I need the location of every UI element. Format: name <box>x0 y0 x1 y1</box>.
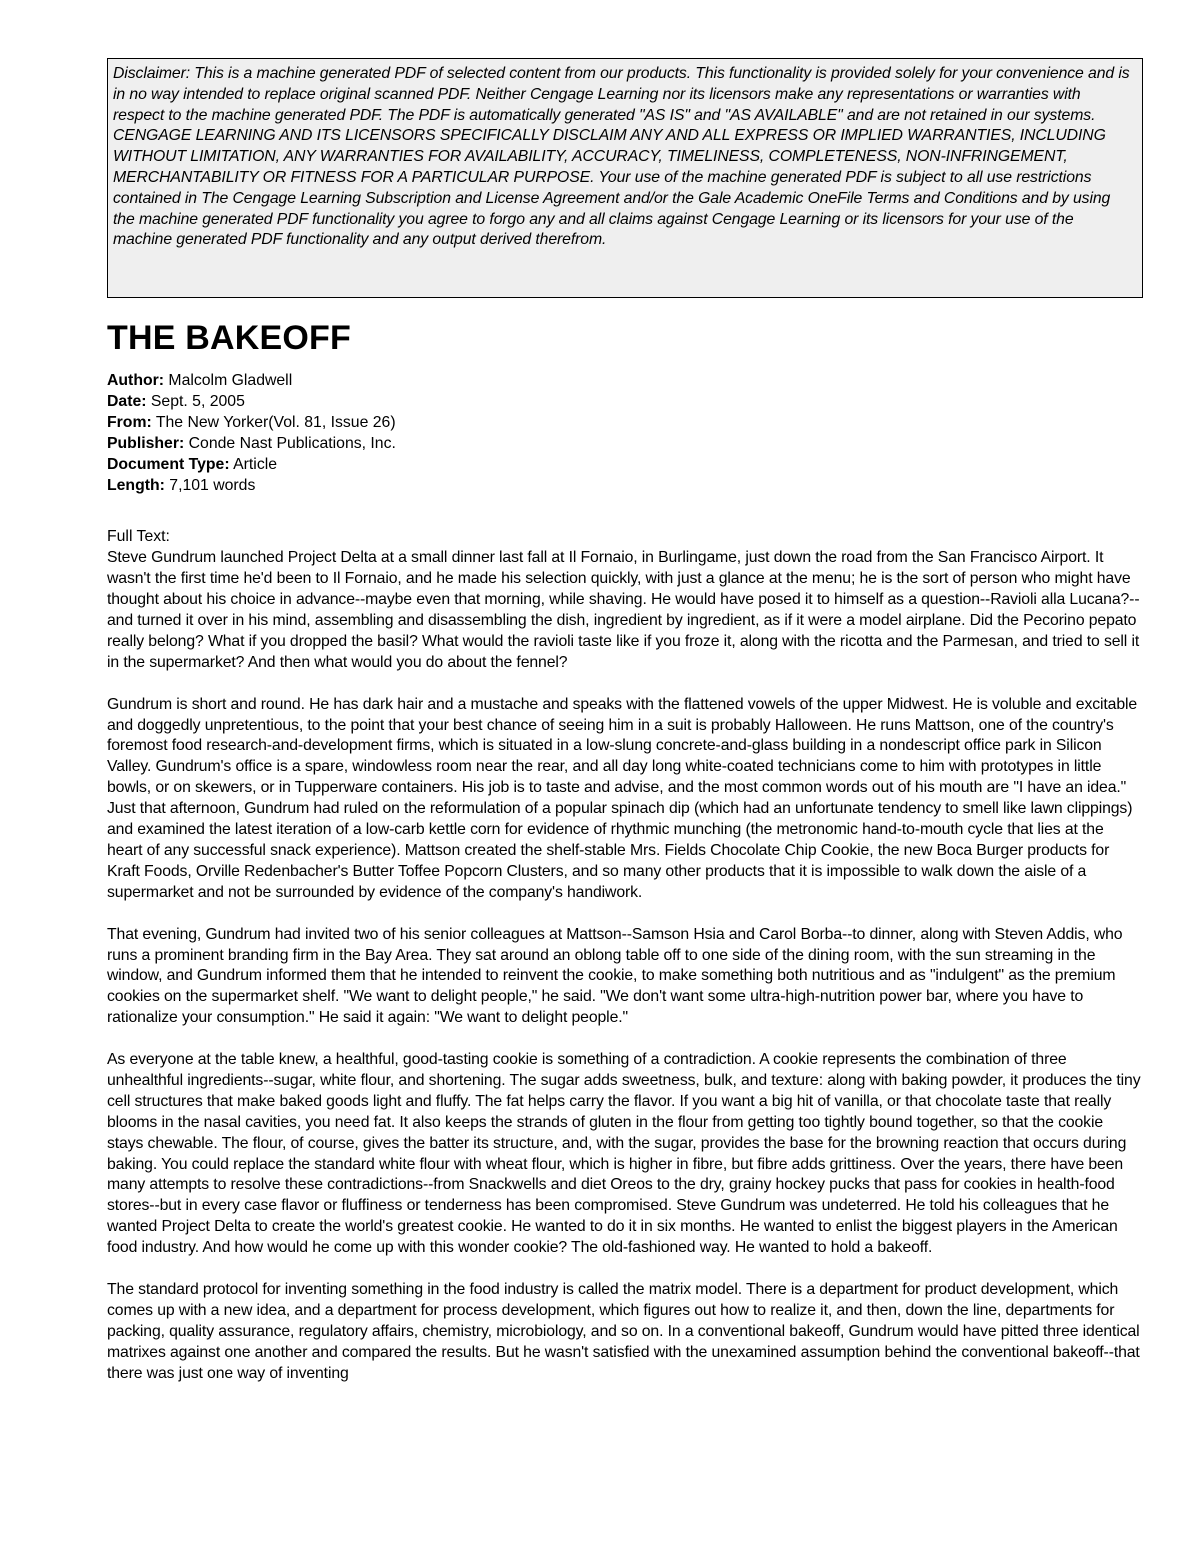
meta-author <box>107 371 1143 392</box>
meta-date <box>107 392 1143 413</box>
article-paragraph: That evening, Gundrum had invited two of his senior colleagues at Mattson--Samson Hsia and Carol Borba--to dinner, along with Steven Addis, who runs a prominent branding firm in the Bay Area. They sat around an oblong table off to one side of the dining room, with the sun streaming in the window, and Gundrum informed them that he intended to reinvent the cookie, to make something both nutritious and as "indulgent" as the premium cookies on the supermarket shelf. "We want to delight people," he said. "We don't want some ultra-high-nutrition power bar, where you have to rationalize your consumption." He said it again: "We want to delight people." <box>107 925 1123 1027</box>
article-body <box>107 548 1143 1384</box>
meta-from <box>107 413 1143 434</box>
meta-document-type-label: Document Type: <box>107 455 230 473</box>
meta-publisher-label: Publisher: <box>107 434 185 452</box>
disclaimer-box <box>107 58 1143 298</box>
article-paragraph: Gundrum is short and round. He has dark hair and a mustache and speaks with the flattened vowels of the upper Midwest. He is voluble and excitable and doggedly unpretentious, to the point that your best chance of seeing him in a suit is probably Halloween. He runs Mattson, one of the country's foremost food research-and-development firms, which is situated in a low-slung concrete-and-glass building in a nondescript office park in Silicon Valley. Gundrum's office is a spare, windowless room near the rear, and all day long white-coated technicians come to him with prototypes in little bowls, or on skewers, or in Tupperware containers. His job is to taste and advise, and the most common words out of his mouth are "I have an idea." Just that afternoon, Gundrum had ruled on the reformulation of a popular spinach dip (which had an unfortunate tendency to smell like lawn clippings) and examined the latest iteration of a low-carb kettle corn for evidence of rhythmic munching (the metronomic hand-to-mouth cycle that lies at the heart of any successful snack experience). Mattson created the shelf-stable Mrs. Fields Chocolate Chip Cookie, the new Boca Burger products for Kraft Foods, Orville Redenbacher's Butter Toffee Popcorn Clusters, and so many other products that it is impossible to walk down the aisle of a supermarket and not be surrounded by evidence of the company's handiwork. <box>107 695 1138 901</box>
meta-author-label: Author: <box>107 372 165 389</box>
article-paragraph: As everyone at the table knew, a healthful, good-tasting cookie is something of a contradiction. A cookie represents the combination of three unhealthful ingredients--sugar, white flour, and shortening. The sugar adds sweetness, bulk, and texture: along with baking powder, it produces the tiny cell structures that make baked goods light and fluffy. The fat helps carry the flavor. If you want a big hit of vanilla, or that chocolate taste that really blooms in the nasal cavities, you need fat. It also keeps the strands of gluten in the flour from getting too tightly bound together, so that the cookie stays chewable. The flour, of course, gives the batter its structure, and, with the sugar, provides the base for the browning reaction that occurs during baking. You could replace the standard white flour with wheat flour, which is higher in fibre, but fibre adds grittiness. Over the years, there have been many attempts to resolve these contradictions--from Snackwells and diet Oreos to the dry, grainy hockey pucks that pass for cookies in health-food stores--but in every case flavor or fluffiness or tenderness has been compromised. Steve Gundrum was undeterred. He told his colleagues that he wanted Project Delta to create the world's greatest cookie. He wanted to do it in six months. He wanted to enlist the biggest players in the American food industry. And how would he come up with this wonder cookie? The old-fashioned way. He wanted to hold a bakeoff. <box>107 1051 1141 1257</box>
document-page <box>107 58 1143 1385</box>
disclaimer-text: Disclaimer: This is a machine generated PDF of selected content from our products. This functionality is provided solely for your convenience and is in no way intended to replace original scanned PDF. Neither Cengage Learning nor its licensors make any representations or warranties with respect to the machine generated PDF. The PDF is automatically generated "AS IS" and "AS AVAILABLE" and are not retained in our systems. CENGAGE LEARNING AND ITS LICENSORS SPECIFICALLY DISCLAIM ANY AND ALL EXPRESS OR IMPLIED WARRANTIES, INCLUDING WITHOUT LIMITATION, ANY WARRANTIES FOR AVAILABILITY, ACCURACY, TIMELINESS, COMPLETENESS, NON-INFRINGEMENT, MERCHANTABILITY OR FITNESS FOR A PARTICULAR PURPOSE. Your use of the machine generated PDF is subject to all use restrictions contained in The Cengage Learning Subscription and License Agreement and/or the Gale Academic OneFile Terms and Conditions and by using the machine generated PDF functionality you agree to forgo any and all claims against Cengage Learning or its licensors for your use of the machine generated PDF functionality and any output derived therefrom. <box>113 65 1130 249</box>
meta-publisher-value: Conde Nast Publications, Inc. <box>188 434 396 452</box>
meta-document-type <box>107 455 1143 476</box>
meta-date-value: Sept. 5, 2005 <box>150 392 245 410</box>
article-metadata <box>107 371 1143 496</box>
meta-document-type-value: Article <box>233 455 278 473</box>
article-paragraph: Steve Gundrum launched Project Delta at a small dinner last fall at Il Fornaio, in Burlingame, just down the road from the San Francisco Airport. It wasn't the first time he'd been to Il Fornaio, and he made his selection quickly, with just a glance at the menu; he is the sort of person who might have thought about his choice in advance--maybe even that morning, while shaving. He would have posed it to himself as a question--Ravioli alla Lucana?--and turned it over in his mind, assembling and disassembling the dish, ingredient by ingredient, as if it were a model airplane. Did the Pecorino pepato really belong? What if you dropped the basil? What would the ravioli taste like if you froze it, along with the ricotta and the Parmesan, and tried to sell it in the supermarket? And then what would you do about the fennel? <box>107 549 1140 671</box>
article-paragraph: The standard protocol for inventing something in the food industry is called the matrix model. There is a department for product development, which comes up with a new idea, and a department for process development, which figures out how to realize it, and then, down the line, departments for packing, quality assurance, regulatory affairs, chemistry, microbiology, and so on. In a conventional bakeoff, Gundrum would have pitted three identical matrixes against one another and compared the results. But he wasn't satisfied with the unexamined assumption behind the conventional bakeoff--that there was just one way of inventing <box>107 1281 1140 1382</box>
meta-length-label: Length: <box>107 476 165 494</box>
meta-length-value: 7,101 words <box>169 476 256 494</box>
meta-from-value: The New Yorker(Vol. 81, Issue 26) <box>155 413 396 431</box>
article-title: THE BAKEOFF <box>107 319 351 357</box>
full-text-label: Full Text: <box>107 528 170 546</box>
meta-from-label: From: <box>107 413 152 431</box>
meta-publisher <box>107 434 1143 455</box>
meta-length <box>107 476 1143 497</box>
meta-author-value: Malcolm Gladwell <box>168 372 293 389</box>
meta-date-label: Date: <box>107 392 147 410</box>
